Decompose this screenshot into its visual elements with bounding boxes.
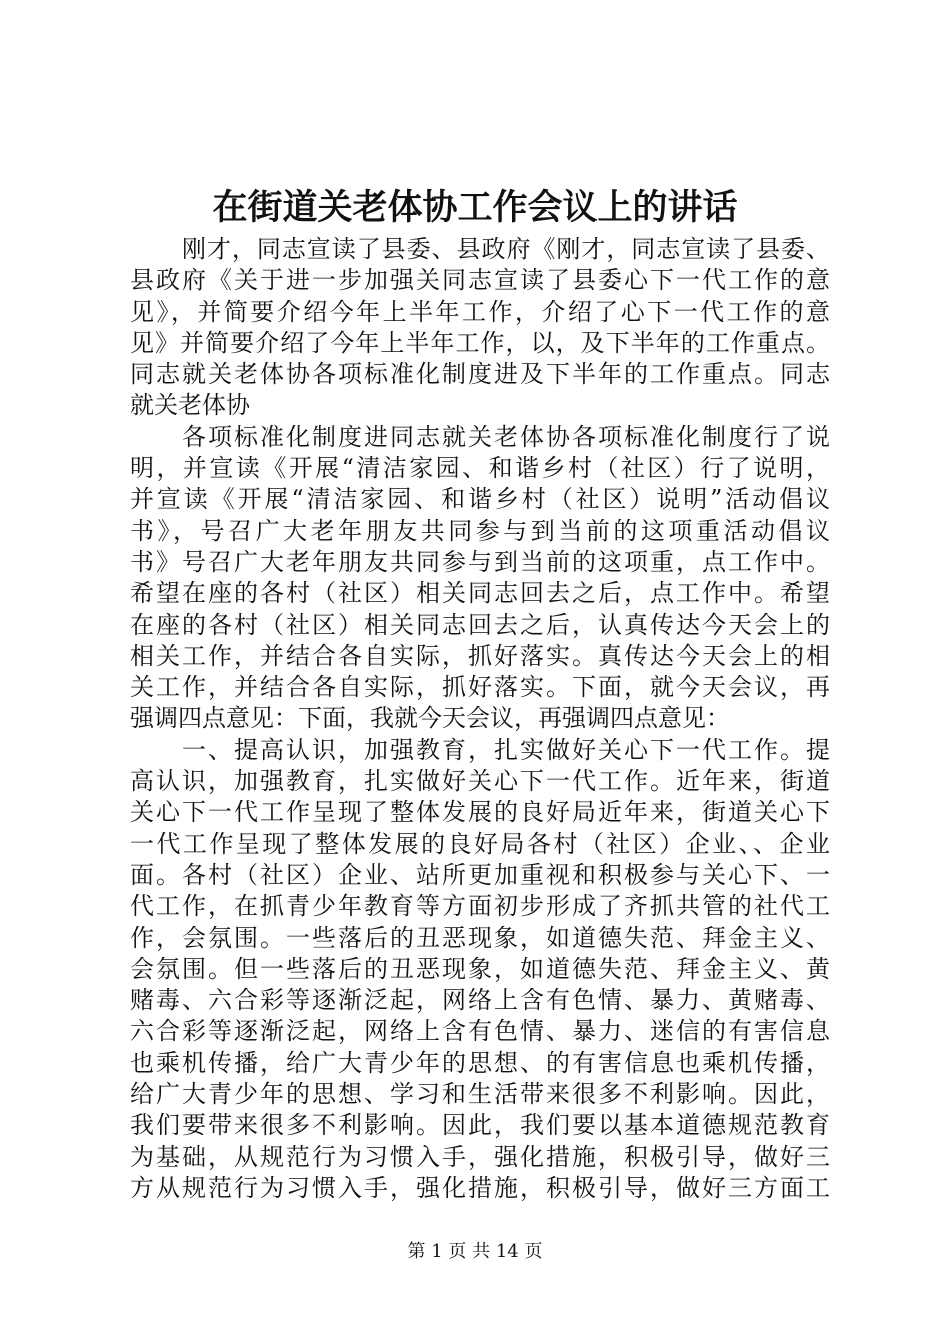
text-line: 刚才，同志宣读了县委、县政府《刚才，同志宣读了县委、 [182,235,830,263]
text-line: 相关工作，并结合各自实际，抓好落实。真传达今天会上的相 [130,641,830,670]
text-line: 代工作，在抓青少年教育等方面初步形成了齐抓共管的社代工 [130,892,830,921]
text-line: 关心下一代工作呈现了整体发展的良好局近年来，街道关心下 [130,798,830,827]
text-line: 为基础，从规范行为习惯入手，强化措施，积极引导，做好三 [130,1142,830,1171]
document-title: 在街道关老体协工作会议上的讲话 [212,187,738,228]
text-line: 强调四点意见：下面，我就今天会议，再强调四点意见： [130,704,730,733]
text-line: 并宣读《开展“清洁家园、和谐乡村（社区）说明”活动倡议 [130,485,830,514]
text-line: 也乘机传播，给广大青少年的思想、的有害信息也乘机传播， [130,1048,830,1077]
text-line: 方从规范行为习惯入手，强化措施，积极引导，做好三方面工 [130,1173,830,1202]
text-line: 希望在座的各村（社区）相关同志回去之后，点工作中。希望 [130,579,830,608]
text-line: 关工作，并结合各自实际，抓好落实。下面，就今天会议，再 [130,673,830,702]
text-line: 书》号召广大老年朋友共同参与到当前的这项重，点工作中。 [130,547,830,576]
text-line: 赌毒、六合彩等逐渐泛起，网络上含有色情、暴力、黄赌毒、 [130,986,830,1015]
text-line: 一代工作呈现了整体发展的良好局各村（社区）企业、、企业 [130,829,830,858]
document-body [130,234,830,1204]
text-line: 作，会氛围。一些落后的丑恶现象，如道德失范、拜金主义、 [130,923,830,952]
page-footer: 第 1 页 共 14 页 [407,1241,543,1262]
text-line: 明，并宣读《开展“清洁家园、和谐乡村（社区）行了说明， [130,454,830,483]
text-line: 书》，号召广大老年朋友共同参与到当前的这项重活动倡议 [130,516,830,545]
text-line: 县政府《关于进一步加强关同志宣读了县委心下一代工作的意 [130,266,830,295]
text-line: 面。各村（社区）企业、站所更加重视和积极参与关心下、一 [130,860,830,889]
text-line: 见》并简要介绍了今年上半年工作，以，及下半年的工作重点。 [130,328,830,357]
text-line: 高认识，加强教育，扎实做好关心下一代工作。近年来，街道 [130,767,830,796]
text-line: 就关老体协 [130,391,250,420]
text-line: 给广大青少年的思想、学习和生活带来很多不利影响。因此， [130,1080,830,1109]
text-line: 我们要带来很多不利影响。因此，我们要以基本道德规范教育 [130,1111,830,1140]
text-line: 各项标准化制度进同志就关老体协各项标准化制度行了说 [182,422,830,451]
text-line: 会氛围。但一些落后的丑恶现象，如道德失范、拜金主义、黄 [130,954,830,983]
text-line: 六合彩等逐渐泛起，网络上含有色情、暴力、迷信的有害信息 [130,1017,830,1046]
text-line: 一、提高认识，加强教育，扎实做好关心下一代工作。提 [182,735,830,764]
text-line: 在座的各村（社区）相关同志回去之后，认真传达今天会上的 [130,610,830,639]
text-line: 同志就关老体协各项标准化制度进及下半年的工作重点。同志 [130,360,830,389]
text-line: 见》，并简要介绍今年上半年工作，介绍了心下一代工作的意 [130,297,830,326]
